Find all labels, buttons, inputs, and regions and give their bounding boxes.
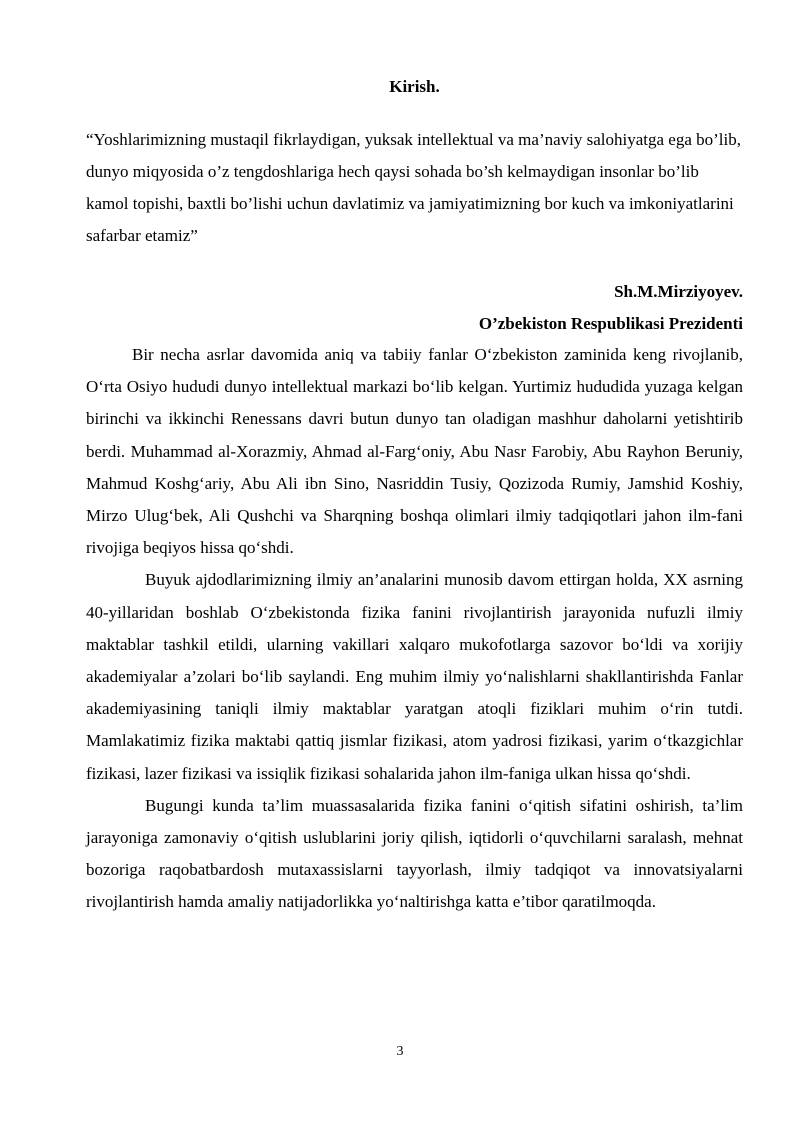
author-title: O’zbekiston Respublikasi Prezidenti — [478, 314, 743, 333]
paragraph-2: Buyuk ajdodlarimizning ilmiy an’analarini munosib davom ettirgan holda, XX asrning 40-yillaridan boshlab O‘zbekistonda fizika fanini rivojlantirish jarayonida nufuzli ilmiy maktablar tashkil etildi, ularning vakillari xalqaro mukofotlarga sazovor bo‘ldi va xorijiy akademiyalar a’zolari bo‘lib saylandi. Eng muhim ilmiy yo‘nalishlarni shakllantirishda Fanlar akademiyasining taniqli ilmiy maktablar yaratgan atoqli fiziklari muhim o‘rin tutdi. Mamlakatimiz fizika maktabi qattiq jismlar fizikasi, atom yadrosi fizikasi, yarim o‘tkazgichlar fizikasi, lazer fizikasi va issiqlik fizikasi sohalarida jahon ilm-faniga ulkan hissa qo‘shdi. — [86, 570, 743, 783]
section-heading: Kirish. — [389, 77, 440, 96]
body-text — [86, 339, 743, 919]
page-number: 3 — [396, 1044, 404, 1059]
author-name: Sh.M.Mirziyoyev. — [614, 282, 743, 301]
paragraph-1: Bir necha asrlar davomida aniq va tabiiy fanlar O‘zbekiston zaminida keng rivojlanib, O‘rta Osiyo hududi dunyo intellektual markazi bo‘lib kelgan. Yurtimiz hududida yuzaga kelgan birinchi va ikkinchi Renessans davri butun dunyo tan oladigan mashhur daholarni yetishtirib berdi. Muhammad al-Xorazmiy, Ahmad al-Farg‘oniy, Abu Nasr Farobiy, Abu Rayhon Beruniy, Mahmud Koshg‘ariy, Abu Ali ibn Sino, Nasriddin Tusiy, Qozizoda Rumiy, Jamshid Koshiy, Mirzo Ulug‘bek, Ali Qushchi va Sharqning boshqa olimlari ilmiy tadqiqotlari jahon ilm-fani rivojiga beqiyos hissa qo‘shdi. — [86, 345, 743, 558]
paragraph-3: Bugungi kunda ta’lim muassasalarida fizika fanini o‘qitish sifatini oshirish, ta’lim jarayoniga zamonaviy o‘qitish uslublarini joriy qilish, iqtidorli o‘quvchilarni saralash, mehnat bozoriga raqobatbardosh mutaxassislarni tayyorlash, ilmiy tadqiqot va innovatsiyalarni rivojlantirish hamda amaliy natijadorlikka yo‘naltirishga katta e’tibor qaratilmoqda. — [86, 795, 743, 912]
epigraph-attribution — [86, 276, 743, 340]
epigraph-quote: “Yoshlarimizning mustaqil fikrlaydigan, yuksak intellektual va ma’naviy salohiyatga ega bo’lib, dunyo miqyosida o’z tengdoshlariga hech qaysi sohada bo’sh kelmaydigan insonlar bo’lib kamol topishi, baxtli bo’lishi uchun davlatimiz va jamiyatimizning bor kuch va imkoniyatlarini safarbar etamiz” — [86, 130, 741, 245]
